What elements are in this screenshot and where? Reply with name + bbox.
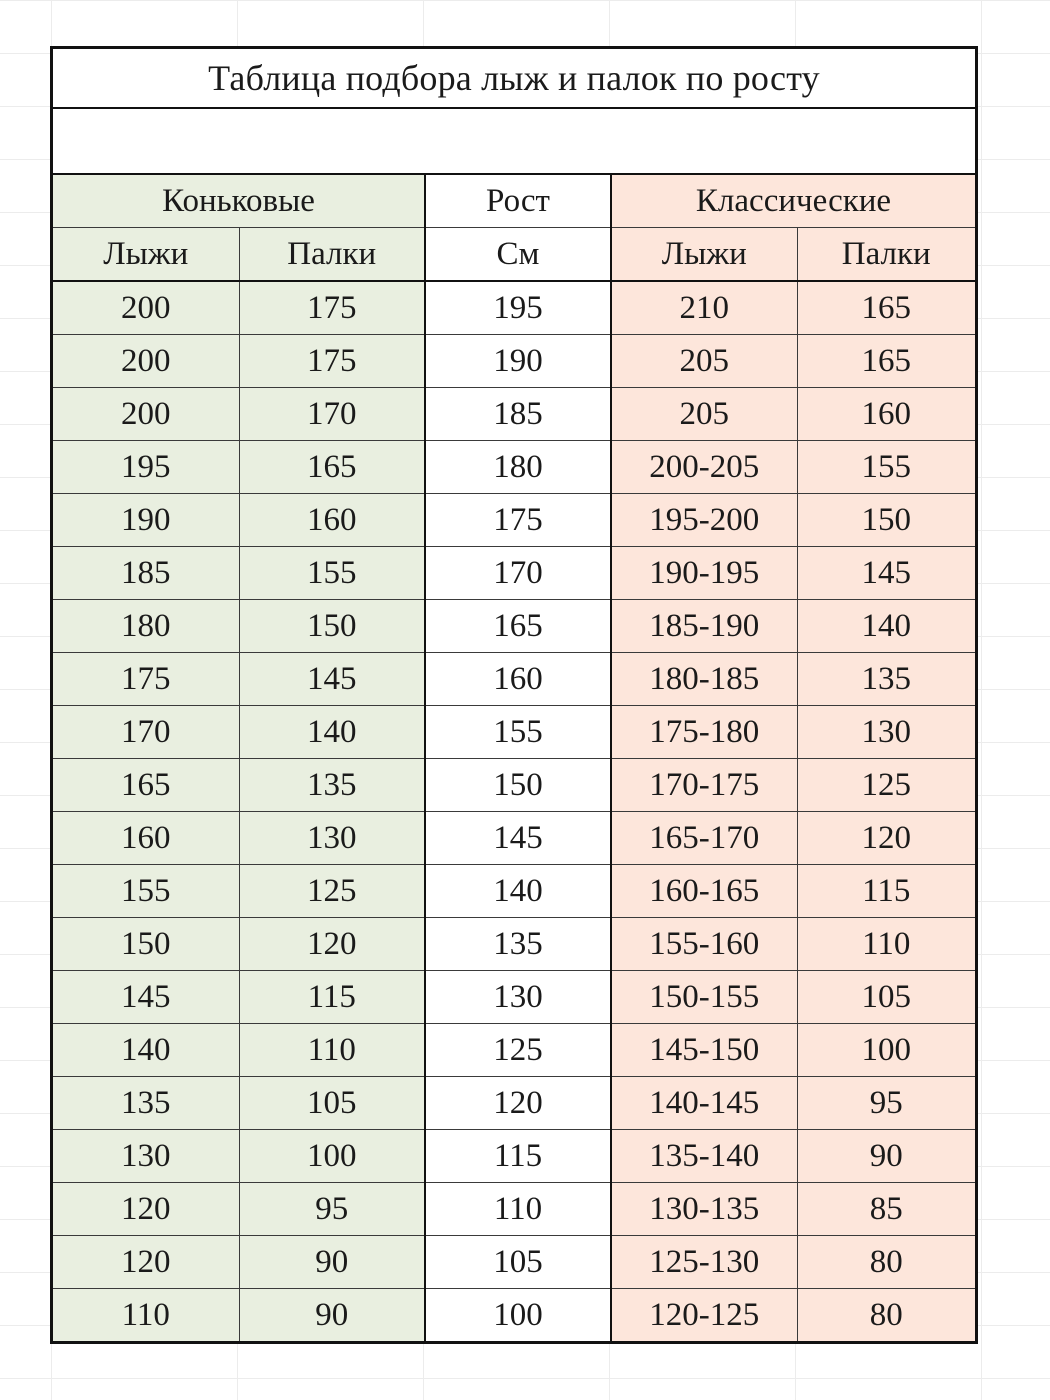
classic-poles-cell: 80 <box>797 1236 975 1289</box>
skate-skis-cell: 195 <box>53 441 239 494</box>
skate-poles-cell: 105 <box>239 1077 425 1130</box>
skate-poles-cell: 90 <box>239 1289 425 1342</box>
table-row <box>53 971 975 1024</box>
skate-skis-cell: 200 <box>53 335 239 388</box>
table-row <box>53 1289 975 1342</box>
classic-skis-cell: 190-195 <box>611 547 797 600</box>
classic-skis-cell: 165-170 <box>611 812 797 865</box>
height-cell: 100 <box>425 1289 611 1342</box>
table-row <box>53 600 975 653</box>
classic-skis-cell: 135-140 <box>611 1130 797 1183</box>
skate-skis-cell: 185 <box>53 547 239 600</box>
table-row <box>53 441 975 494</box>
table-row <box>53 1236 975 1289</box>
skate-skis-cell: 175 <box>53 653 239 706</box>
skate-group-header: Коньковые <box>53 175 425 228</box>
skate-poles-cell: 175 <box>239 335 425 388</box>
classic-poles-cell: 145 <box>797 547 975 600</box>
classic-skis-cell: 170-175 <box>611 759 797 812</box>
classic-skis-cell: 180-185 <box>611 653 797 706</box>
group-header-row <box>53 175 975 228</box>
classic-poles-cell: 160 <box>797 388 975 441</box>
ski-size-table <box>50 46 978 1344</box>
skate-skis-cell: 140 <box>53 1024 239 1077</box>
skate-poles-cell: 170 <box>239 388 425 441</box>
skate-poles-cell: 155 <box>239 547 425 600</box>
classic-skis-cell: 205 <box>611 388 797 441</box>
skate-poles-cell: 110 <box>239 1024 425 1077</box>
classic-skis-cell: 125-130 <box>611 1236 797 1289</box>
table-row <box>53 865 975 918</box>
table-row <box>53 388 975 441</box>
skate-skis-cell: 165 <box>53 759 239 812</box>
skate-poles-cell: 145 <box>239 653 425 706</box>
skate-skis-cell: 130 <box>53 1130 239 1183</box>
height-cell: 195 <box>425 281 611 335</box>
height-cell: 165 <box>425 600 611 653</box>
classic-skis-cell: 150-155 <box>611 971 797 1024</box>
skate-poles-cell: 100 <box>239 1130 425 1183</box>
skate-skis-header: Лыжи <box>53 228 239 282</box>
skate-poles-cell: 135 <box>239 759 425 812</box>
classic-skis-cell: 155-160 <box>611 918 797 971</box>
classic-poles-cell: 140 <box>797 600 975 653</box>
classic-skis-cell: 120-125 <box>611 1289 797 1342</box>
classic-poles-cell: 165 <box>797 281 975 335</box>
skate-skis-cell: 120 <box>53 1183 239 1236</box>
skate-skis-cell: 200 <box>53 281 239 335</box>
classic-poles-cell: 125 <box>797 759 975 812</box>
skate-poles-cell: 175 <box>239 281 425 335</box>
table-title: Таблица подбора лыж и палок по росту <box>53 49 975 109</box>
classic-poles-cell: 105 <box>797 971 975 1024</box>
height-cell: 140 <box>425 865 611 918</box>
classic-poles-cell: 110 <box>797 918 975 971</box>
table-row <box>53 335 975 388</box>
skate-poles-cell: 165 <box>239 441 425 494</box>
skate-skis-cell: 190 <box>53 494 239 547</box>
size-grid <box>53 175 975 1341</box>
height-cell: 190 <box>425 335 611 388</box>
height-cell: 175 <box>425 494 611 547</box>
table-row <box>53 494 975 547</box>
skate-skis-cell: 155 <box>53 865 239 918</box>
height-cell: 155 <box>425 706 611 759</box>
table-row <box>53 1130 975 1183</box>
height-cell: 105 <box>425 1236 611 1289</box>
skate-skis-cell: 135 <box>53 1077 239 1130</box>
classic-poles-cell: 115 <box>797 865 975 918</box>
height-cell: 180 <box>425 441 611 494</box>
classic-skis-cell: 130-135 <box>611 1183 797 1236</box>
classic-skis-header: Лыжи <box>611 228 797 282</box>
height-group-header: Рост <box>425 175 611 228</box>
skate-poles-cell: 95 <box>239 1183 425 1236</box>
classic-poles-cell: 85 <box>797 1183 975 1236</box>
classic-skis-cell: 200-205 <box>611 441 797 494</box>
classic-skis-cell: 205 <box>611 335 797 388</box>
skate-skis-cell: 200 <box>53 388 239 441</box>
skate-poles-header: Палки <box>239 228 425 282</box>
table-row <box>53 759 975 812</box>
classic-skis-cell: 185-190 <box>611 600 797 653</box>
skate-poles-cell: 150 <box>239 600 425 653</box>
table-row <box>53 812 975 865</box>
skate-skis-cell: 145 <box>53 971 239 1024</box>
skate-poles-cell: 125 <box>239 865 425 918</box>
skate-poles-cell: 90 <box>239 1236 425 1289</box>
classic-poles-cell: 80 <box>797 1289 975 1342</box>
table-row <box>53 281 975 335</box>
height-cell: 120 <box>425 1077 611 1130</box>
classic-poles-cell: 90 <box>797 1130 975 1183</box>
empty-row <box>53 109 975 175</box>
table-row <box>53 1077 975 1130</box>
skate-poles-cell: 160 <box>239 494 425 547</box>
height-cell: 150 <box>425 759 611 812</box>
classic-skis-cell: 210 <box>611 281 797 335</box>
classic-skis-cell: 195-200 <box>611 494 797 547</box>
table-row <box>53 706 975 759</box>
skate-skis-cell: 150 <box>53 918 239 971</box>
height-cell: 115 <box>425 1130 611 1183</box>
table-row <box>53 653 975 706</box>
skate-poles-cell: 115 <box>239 971 425 1024</box>
classic-poles-header: Палки <box>797 228 975 282</box>
classic-poles-cell: 135 <box>797 653 975 706</box>
sub-header-row <box>53 228 975 282</box>
height-cell: 160 <box>425 653 611 706</box>
height-cell: 185 <box>425 388 611 441</box>
height-cell: 145 <box>425 812 611 865</box>
classic-group-header: Классические <box>611 175 975 228</box>
height-cell: 110 <box>425 1183 611 1236</box>
skate-skis-cell: 180 <box>53 600 239 653</box>
height-cell: 135 <box>425 918 611 971</box>
table-row <box>53 1024 975 1077</box>
classic-poles-cell: 150 <box>797 494 975 547</box>
skate-poles-cell: 140 <box>239 706 425 759</box>
height-cell: 125 <box>425 1024 611 1077</box>
skate-poles-cell: 120 <box>239 918 425 971</box>
skate-skis-cell: 170 <box>53 706 239 759</box>
classic-poles-cell: 100 <box>797 1024 975 1077</box>
classic-skis-cell: 140-145 <box>611 1077 797 1130</box>
skate-poles-cell: 130 <box>239 812 425 865</box>
classic-skis-cell: 145-150 <box>611 1024 797 1077</box>
classic-skis-cell: 160-165 <box>611 865 797 918</box>
classic-poles-cell: 165 <box>797 335 975 388</box>
classic-poles-cell: 155 <box>797 441 975 494</box>
classic-poles-cell: 130 <box>797 706 975 759</box>
height-cell: 130 <box>425 971 611 1024</box>
table-row <box>53 918 975 971</box>
classic-poles-cell: 120 <box>797 812 975 865</box>
table-row <box>53 547 975 600</box>
classic-skis-cell: 175-180 <box>611 706 797 759</box>
height-cell: 170 <box>425 547 611 600</box>
skate-skis-cell: 110 <box>53 1289 239 1342</box>
classic-poles-cell: 95 <box>797 1077 975 1130</box>
skate-skis-cell: 120 <box>53 1236 239 1289</box>
table-row <box>53 1183 975 1236</box>
skate-skis-cell: 160 <box>53 812 239 865</box>
height-unit-header: См <box>425 228 611 282</box>
